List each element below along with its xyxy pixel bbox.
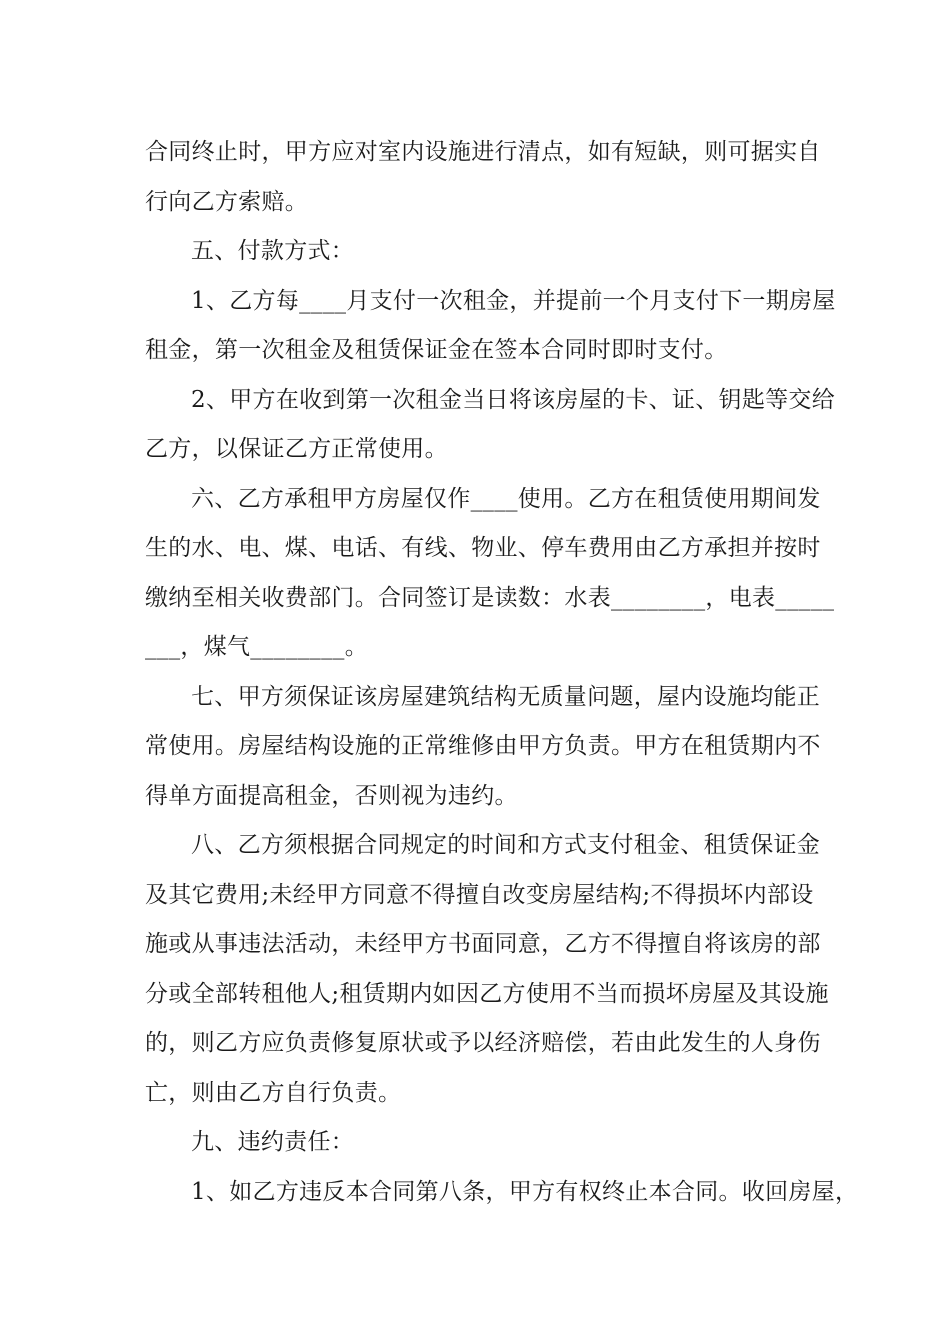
text-line: 的，则乙方应负责修复原状或予以经济赔偿，若由此发生的人身伤 xyxy=(145,1030,821,1056)
text-line: 施或从事违法活动，未经甲方书面同意，乙方不得擅自将该房的部 xyxy=(145,931,821,957)
text-line: 合同终止时，甲方应对室内设施进行清点，如有短缺，则可据实自 xyxy=(145,139,821,165)
text-line: 亡，则由乙方自行负责。 xyxy=(145,1079,402,1106)
text-line: 缴纳至相关收费部门。合同签订是读数：水表________，电表_____ xyxy=(145,584,835,611)
document-page xyxy=(145,128,859,1217)
text-line: 生的水、电、煤、电话、有线、物业、停车费用由乙方承担并按时 xyxy=(145,535,821,561)
text-line: 八、乙方须根据合同规定的时间和方式支付租金、租赁保证金 xyxy=(191,832,821,858)
text-line: 1、乙方每____月支付一次租金，并提前一个月支付下一期房屋 xyxy=(191,287,836,314)
text-line: 六、乙方承租甲方房屋仅作____使用。乙方在租赁使用期间发 xyxy=(191,485,821,512)
text-line: ___，煤气________。 xyxy=(145,634,368,660)
text-line: 1、如乙方违反本合同第八条，甲方有权终止本合同。收回房屋， xyxy=(191,1178,859,1205)
text-line: 乙方，以保证乙方正常使用。 xyxy=(145,436,448,462)
text-line: 行向乙方索赔。 xyxy=(145,188,309,215)
text-line: 分或全部转租他人;租赁期内如因乙方使用不当而损坏房屋及其设施 xyxy=(145,980,829,1007)
section-heading: 九、违约责任： xyxy=(191,1129,355,1155)
section-heading: 五、付款方式： xyxy=(191,238,355,264)
text-line: 得单方面提高租金，否则视为违约。 xyxy=(145,782,518,809)
text-line: 常使用。房屋结构设施的正常维修由甲方负责。甲方在租赁期内不 xyxy=(145,733,821,759)
text-line: 2、甲方在收到第一次租金当日将该房屋的卡、证、钥匙等交给 xyxy=(191,386,836,413)
text-line: 租金，第一次租金及租赁保证金在签本合同时即时支付。 xyxy=(145,337,728,363)
text-line: 七、甲方须保证该房屋建筑结构无质量问题，屋内设施均能正 xyxy=(191,683,821,710)
text-line: 及其它费用;未经甲方同意不得擅自改变房屋结构;不得损坏内部设 xyxy=(145,881,814,908)
